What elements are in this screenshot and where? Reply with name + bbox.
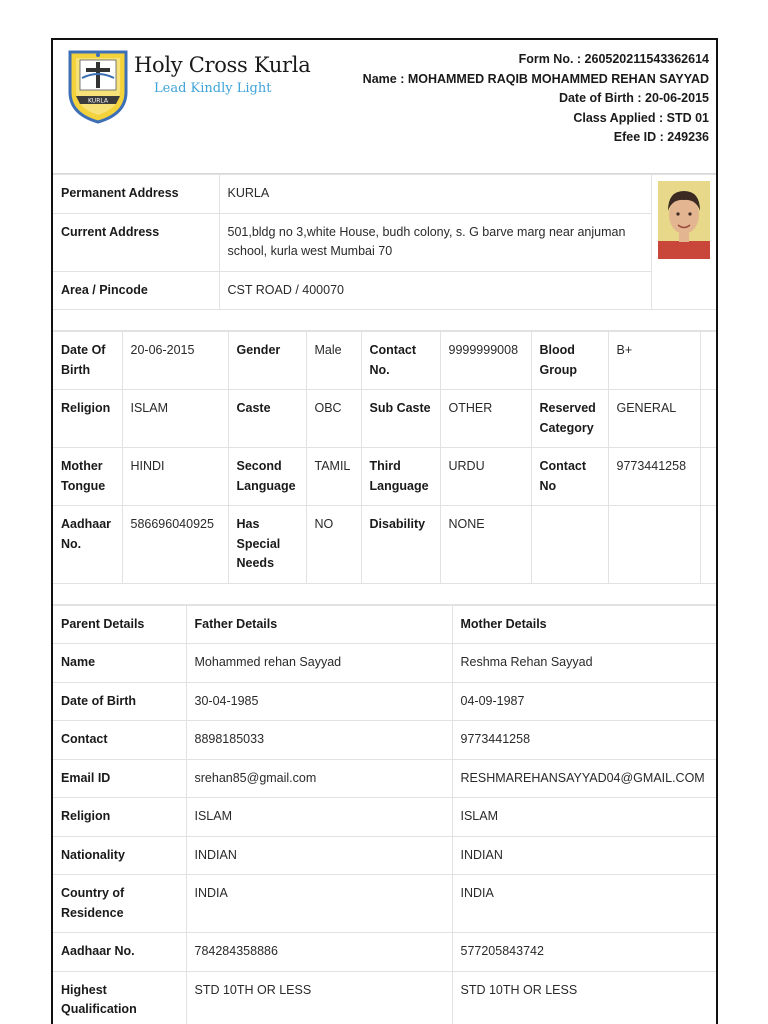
empty-cell bbox=[608, 506, 700, 584]
class-applied: Class Applied : STD 01 bbox=[573, 110, 709, 125]
parent-details-header: Parent Details bbox=[53, 605, 186, 644]
father-value: STD 10TH OR LESS bbox=[186, 971, 452, 1024]
efee-id: Efee ID : 249236 bbox=[613, 130, 709, 145]
mother-value: INDIA bbox=[452, 875, 718, 933]
form-header bbox=[53, 40, 716, 174]
parent-row-label: Name bbox=[53, 644, 186, 683]
special-needs-label: Has Special Needs bbox=[228, 506, 306, 584]
parent-row-label: Email ID bbox=[53, 759, 186, 798]
second-language-value: TAMIL bbox=[306, 448, 361, 506]
father-details-header: Father Details bbox=[186, 605, 452, 644]
mother-value: ISLAM bbox=[452, 798, 718, 837]
father-value: 30-04-1985 bbox=[186, 682, 452, 721]
current-address-label: Current Address bbox=[53, 213, 219, 271]
table-row bbox=[53, 933, 718, 972]
mother-value: Reshma Rehan Sayyad bbox=[452, 644, 718, 683]
second-language-label: Second Language bbox=[228, 448, 306, 506]
mother-value: 9773441258 bbox=[452, 721, 718, 760]
aadhaar-value: 586696040925 bbox=[122, 506, 228, 584]
table-row bbox=[53, 875, 718, 933]
gender-value: Male bbox=[306, 332, 361, 390]
mother-value: RESHMAREHANSAYYAD04@GMAIL.COM bbox=[452, 759, 718, 798]
section-spacer bbox=[53, 584, 716, 605]
contact-no-value: 9773441258 bbox=[608, 448, 700, 506]
table-row bbox=[53, 448, 718, 506]
reserved-category-label: Reserved Category bbox=[531, 390, 608, 448]
parent-row-label: Date of Birth bbox=[53, 682, 186, 721]
religion-value: ISLAM bbox=[122, 390, 228, 448]
table-row bbox=[53, 798, 718, 837]
caste-label: Caste bbox=[228, 390, 306, 448]
disability-value: NONE bbox=[440, 506, 531, 584]
table-row bbox=[53, 759, 718, 798]
table-row bbox=[53, 175, 718, 214]
form-number: Form No. : 260520211543362614 bbox=[518, 52, 709, 66]
third-language-value: URDU bbox=[440, 448, 531, 506]
table-header-row bbox=[53, 605, 718, 644]
sub-caste-value: OTHER bbox=[440, 390, 531, 448]
student-info-table bbox=[53, 331, 718, 584]
father-value: INDIAN bbox=[186, 836, 452, 875]
table-row bbox=[53, 271, 718, 310]
photo-cell bbox=[651, 175, 718, 310]
school-crest-icon bbox=[66, 48, 130, 124]
section-spacer bbox=[53, 310, 716, 331]
form-meta bbox=[363, 50, 709, 148]
contact-value: 9999999008 bbox=[440, 332, 531, 390]
blood-group-label: Blood Group bbox=[531, 332, 608, 390]
mother-value: STD 10TH OR LESS bbox=[452, 971, 718, 1024]
table-row bbox=[53, 971, 718, 1024]
empty-cell bbox=[700, 448, 718, 506]
sub-caste-label: Sub Caste bbox=[361, 390, 440, 448]
table-row bbox=[53, 332, 718, 390]
school-motto: Lead Kindly Light bbox=[154, 81, 272, 96]
father-value: INDIA bbox=[186, 875, 452, 933]
parent-row-label: Highest Qualification bbox=[53, 971, 186, 1024]
mother-value: INDIAN bbox=[452, 836, 718, 875]
empty-cell bbox=[700, 332, 718, 390]
third-language-label: Third Language bbox=[361, 448, 440, 506]
table-row bbox=[53, 390, 718, 448]
parent-row-label: Nationality bbox=[53, 836, 186, 875]
table-row bbox=[53, 836, 718, 875]
contact-label: Contact No. bbox=[361, 332, 440, 390]
table-row bbox=[53, 721, 718, 760]
student-name: Name : MOHAMMED RAQIB MOHAMMED REHAN SAYYAD bbox=[362, 71, 709, 86]
gender-label: Gender bbox=[228, 332, 306, 390]
special-needs-value: NO bbox=[306, 506, 361, 584]
mother-value: 04-09-1987 bbox=[452, 682, 718, 721]
religion-label: Religion bbox=[53, 390, 122, 448]
mother-tongue-label: Mother Tongue bbox=[53, 448, 122, 506]
parent-row-label: Contact bbox=[53, 721, 186, 760]
disability-label: Disability bbox=[361, 506, 440, 584]
table-row bbox=[53, 213, 718, 271]
permanent-address-value: KURLA bbox=[219, 175, 651, 214]
parent-row-label: Religion bbox=[53, 798, 186, 837]
mother-details-header: Mother Details bbox=[452, 605, 718, 644]
caste-value: OBC bbox=[306, 390, 361, 448]
student-dob: Date of Birth : 20-06-2015 bbox=[558, 91, 709, 106]
empty-cell bbox=[700, 506, 718, 584]
crest-label: KURLA bbox=[88, 97, 108, 105]
admission-form-page bbox=[51, 38, 718, 1024]
father-value: ISLAM bbox=[186, 798, 452, 837]
empty-cell bbox=[531, 506, 608, 584]
student-photo bbox=[658, 181, 710, 259]
aadhaar-label: Aadhaar No. bbox=[53, 506, 122, 584]
father-value: 784284358886 bbox=[186, 933, 452, 972]
mother-tongue-value: HINDI bbox=[122, 448, 228, 506]
table-row bbox=[53, 506, 718, 584]
area-pincode-label: Area / Pincode bbox=[53, 271, 219, 310]
father-value: Mohammed rehan Sayyad bbox=[186, 644, 452, 683]
table-row bbox=[53, 682, 718, 721]
reserved-category-value: GENERAL bbox=[608, 390, 700, 448]
permanent-address-label: Permanent Address bbox=[53, 175, 219, 214]
empty-cell bbox=[700, 390, 718, 448]
school-name: Holy Cross Kurla bbox=[134, 53, 311, 77]
blood-group-value: B+ bbox=[608, 332, 700, 390]
parent-details-table bbox=[53, 605, 718, 1024]
contact-no-label: Contact No bbox=[531, 448, 608, 506]
dob-label: Date Of Birth bbox=[53, 332, 122, 390]
area-pincode-value: CST ROAD / 400070 bbox=[219, 271, 651, 310]
current-address-value: 501,bldg no 3,white House, budh colony, s. G barve marg near anjuman school, kurla west Mumbai 70 bbox=[219, 213, 651, 271]
table-row bbox=[53, 644, 718, 683]
father-value: srehan85@gmail.com bbox=[186, 759, 452, 798]
parent-row-label: Country of Residence bbox=[53, 875, 186, 933]
mother-value: 577205843742 bbox=[452, 933, 718, 972]
dob-value: 20-06-2015 bbox=[122, 332, 228, 390]
father-value: 8898185033 bbox=[186, 721, 452, 760]
parent-row-label: Aadhaar No. bbox=[53, 933, 186, 972]
address-table bbox=[53, 174, 718, 310]
